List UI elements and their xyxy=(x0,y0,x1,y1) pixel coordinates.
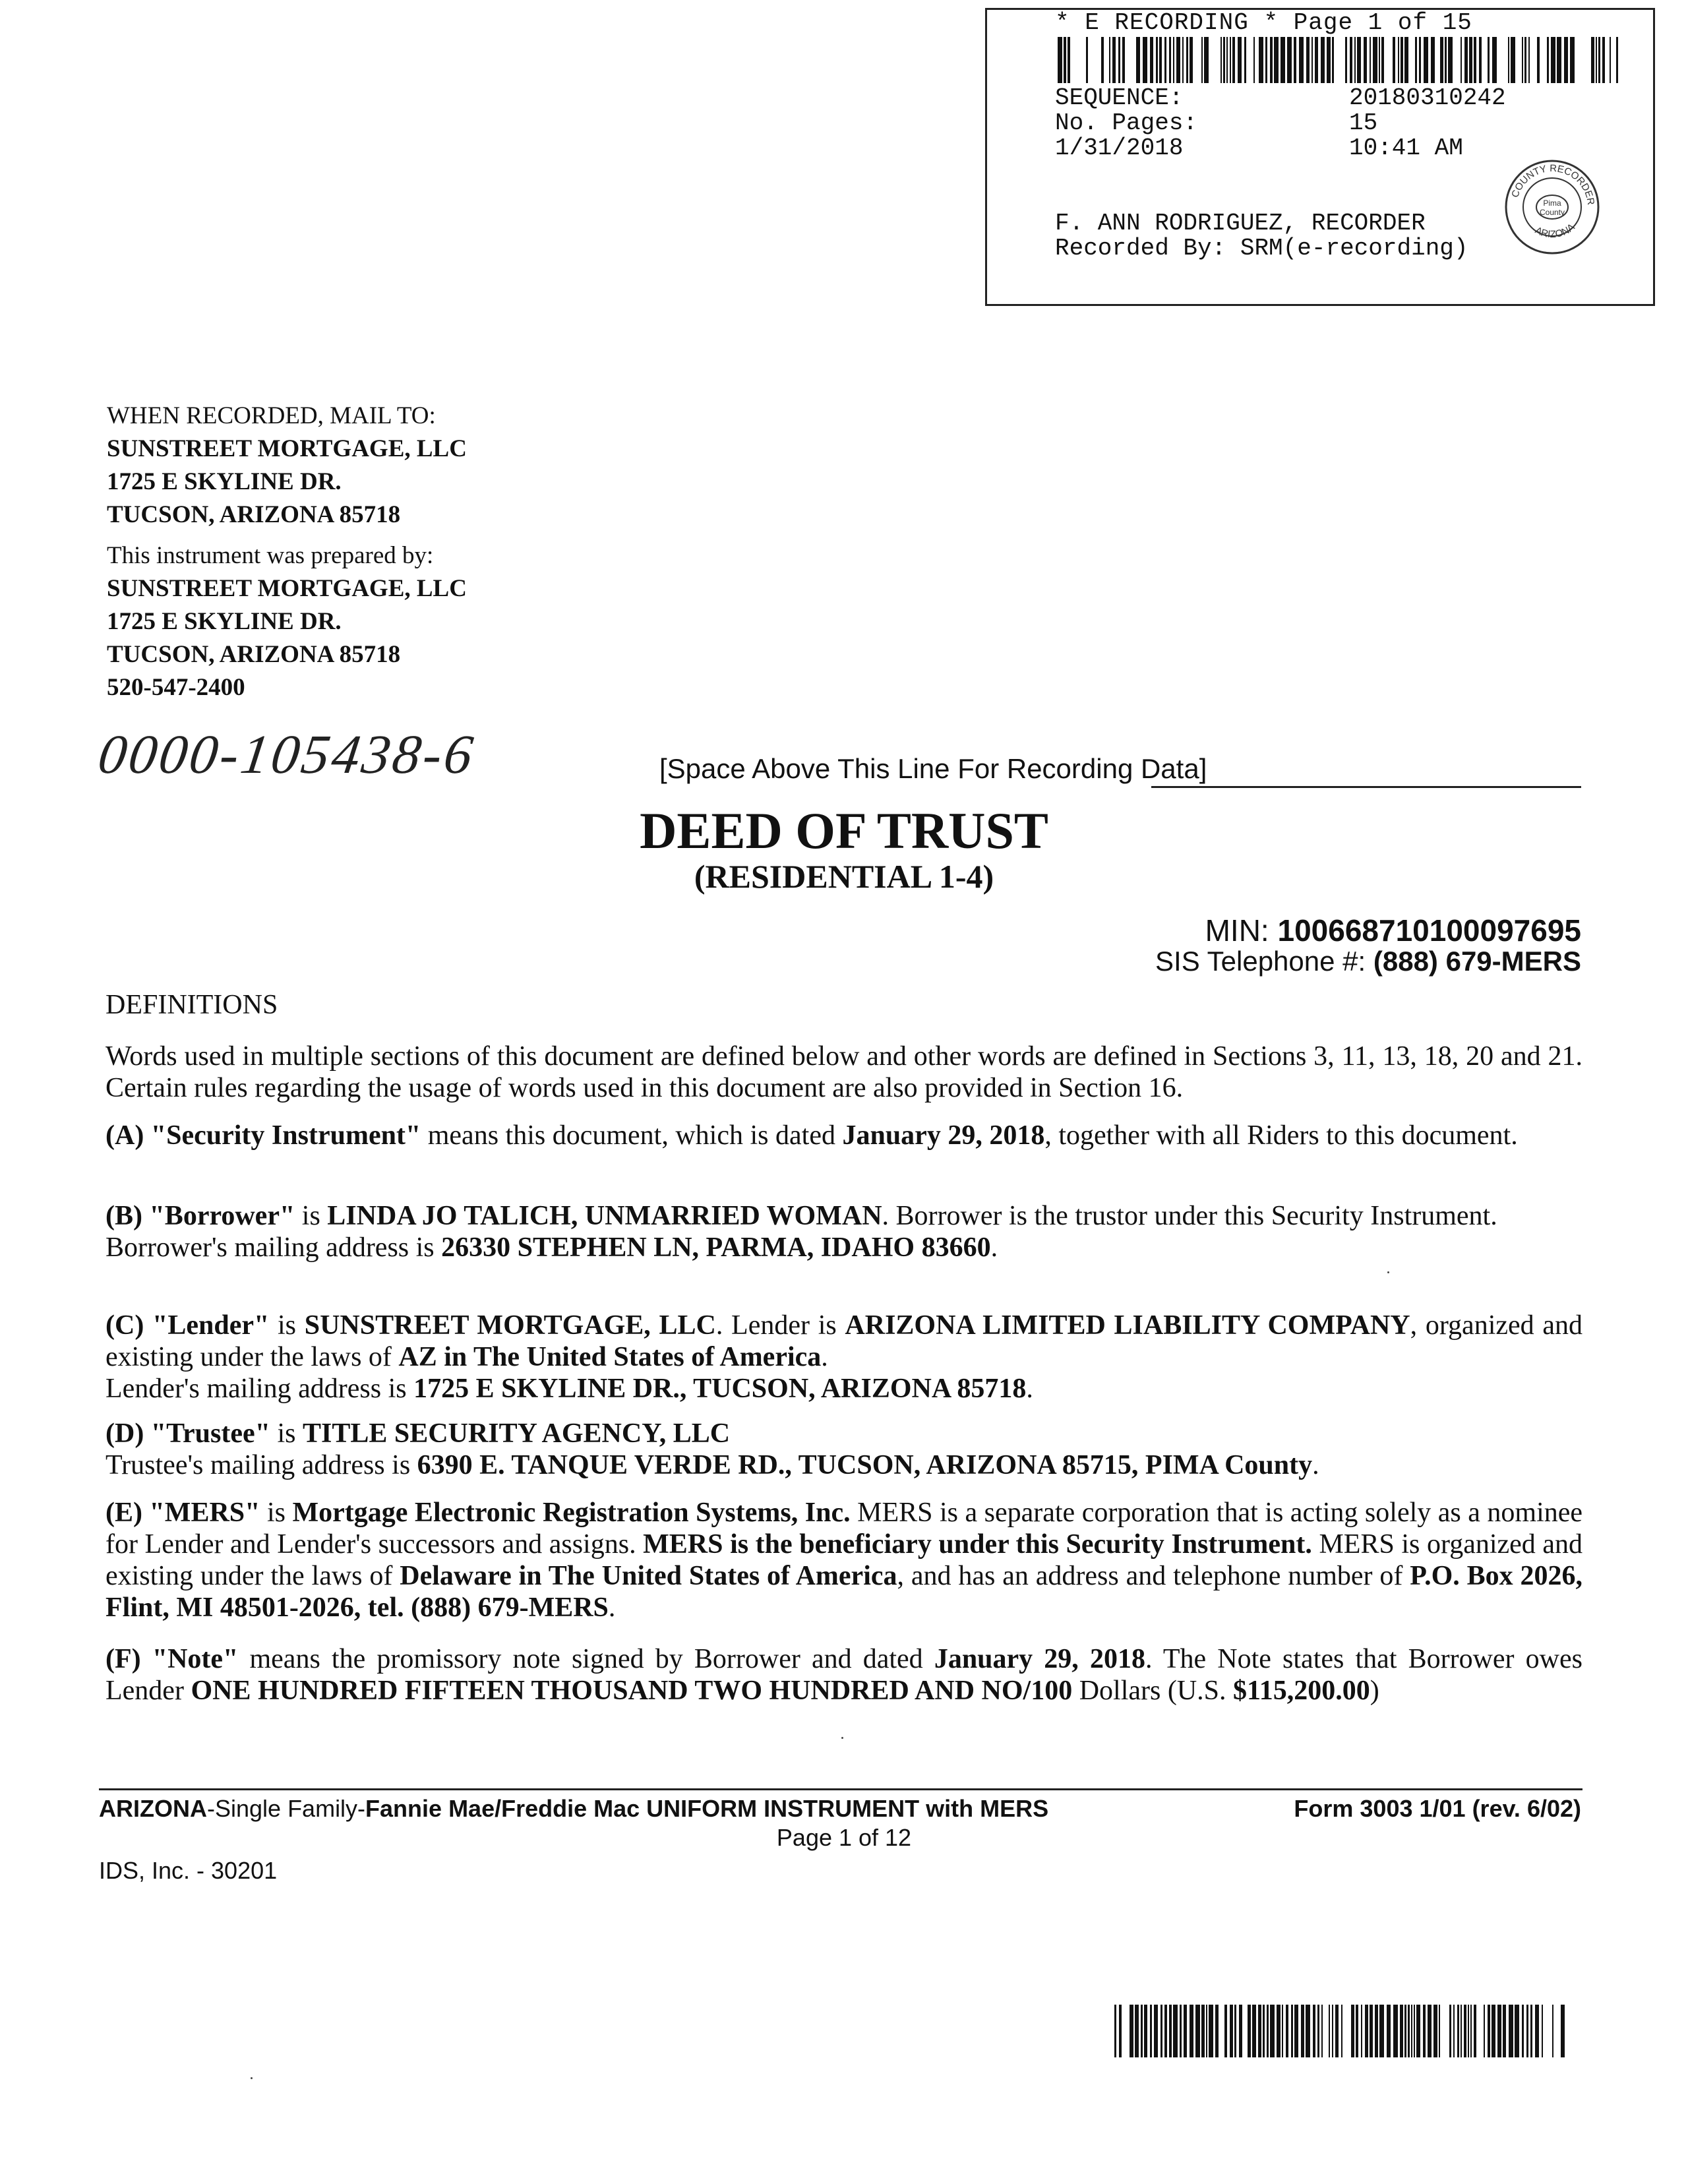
lender-entity: ARIZONA LIMITED LIABILITY COMPANY xyxy=(845,1310,1410,1341)
document-title: DEED OF TRUST xyxy=(640,802,1048,859)
definition-label: (A) "Security Instrument" xyxy=(106,1120,421,1151)
document-barcode xyxy=(1101,2005,1576,2057)
prepared-by-block xyxy=(107,539,467,704)
sequence-label: SEQUENCE: xyxy=(1055,84,1184,111)
recording-time: 10:41 AM xyxy=(1349,135,1463,162)
trustee-address: 6390 E. TANQUE VERDE RD., TUCSON, ARIZONA 85715, PIMA County xyxy=(417,1450,1313,1480)
svg-text:County: County xyxy=(1539,208,1565,217)
footer-text: -Single Family- xyxy=(207,1795,366,1822)
instrument-date: January 29, 2018 xyxy=(842,1120,1045,1151)
footer-page-number: Page 1 of 12 xyxy=(776,1824,912,1851)
pages-value: 15 xyxy=(1349,109,1378,136)
definition-label: (B) "Borrower" xyxy=(106,1201,295,1231)
document-subtitle: (RESIDENTIAL 1-4) xyxy=(694,858,994,895)
definition-text: , and has an address and telephone number of xyxy=(897,1561,1410,1591)
definition-text: Trustee's mailing address is xyxy=(106,1450,417,1480)
definition-text: is xyxy=(260,1498,293,1528)
recorded-by: Recorded By: SRM(e-recording) xyxy=(1055,235,1468,262)
svg-text:COUNTY RECORDER: COUNTY RECORDER xyxy=(1509,162,1597,206)
definition-text: is xyxy=(269,1310,305,1341)
note-amount: $115,200.00 xyxy=(1233,1676,1370,1706)
mail-to-heading: WHEN RECORDED, MAIL TO: xyxy=(107,402,436,429)
scan-speck xyxy=(251,2077,253,2079)
definition-text: ) xyxy=(1370,1676,1379,1706)
definition-label: (F) "Note" xyxy=(106,1644,239,1674)
borrower-address: 26330 STEPHEN LN, PARMA, IDAHO 83660 xyxy=(441,1232,991,1263)
definition-text: MERS is organized and existing under the laws of xyxy=(106,1529,1583,1591)
definition-text: . Borrower is the trustor under this Security Instrument. xyxy=(882,1201,1497,1231)
definition-label: (D) "Trustee" xyxy=(106,1418,270,1449)
scan-speck xyxy=(841,1737,843,1739)
mers-contact: P.O. Box 2026, Flint, MI 48501-2026, tel. (888) 679-MERS xyxy=(106,1561,1583,1623)
mers-jurisdiction: Delaware in The United States of America xyxy=(400,1561,897,1591)
definition-trustee xyxy=(106,1418,1582,1481)
prepared-by-line: SUNSTREET MORTGAGE, LLC xyxy=(107,575,467,602)
definition-text: means the promissory note signed by Borrower and dated xyxy=(238,1644,934,1674)
sis-label: SIS Telephone #: xyxy=(1155,946,1366,977)
definition-text: . xyxy=(990,1232,998,1263)
scan-speck xyxy=(1387,1271,1389,1273)
definition-text: , organized and existing under the laws of xyxy=(106,1310,1582,1372)
recording-data-line: [Space Above This Line For Recording Data] xyxy=(659,753,1207,784)
sequence-value: 20180310242 xyxy=(1349,84,1506,111)
definition-text: , together with all Riders to this document. xyxy=(1044,1120,1518,1151)
prepared-by-line: 1725 E SKYLINE DR. xyxy=(107,608,342,635)
mail-to-line: 1725 E SKYLINE DR. xyxy=(107,468,342,495)
mail-to-line: SUNSTREET MORTGAGE, LLC xyxy=(107,435,467,462)
svg-text:ARIZONA: ARIZONA xyxy=(1533,221,1577,241)
recording-data-rule xyxy=(1151,786,1581,788)
borrower-name: LINDA JO TALICH, UNMARRIED WOMAN xyxy=(327,1201,882,1231)
mers-name: Mortgage Electronic Registration Systems, Inc. xyxy=(292,1498,851,1528)
note-amount-words: ONE HUNDRED FIFTEEN THOUSAND TWO HUNDRED AND NO/100 xyxy=(191,1676,1073,1706)
sis-telephone xyxy=(1155,946,1581,977)
min-value: 100668710100097695 xyxy=(1277,913,1581,948)
lender-jurisdiction: AZ in The United States of America xyxy=(398,1342,822,1372)
pages-label: No. Pages: xyxy=(1055,109,1198,136)
footer-form-title: Fannie Mae/Freddie Mac UNIFORM INSTRUMENT with MERS xyxy=(365,1795,1049,1822)
definition-text: is xyxy=(295,1201,328,1231)
mail-to-line: TUCSON, ARIZONA 85718 xyxy=(107,501,401,528)
definition-text: Borrower's mailing address is xyxy=(106,1232,442,1263)
definition-text: is xyxy=(270,1418,303,1449)
definition-text: Lender's mailing address is xyxy=(106,1374,414,1404)
definition-text: means this document, which is dated xyxy=(421,1120,843,1151)
footer-state: ARIZONA xyxy=(99,1795,207,1822)
definition-text: . xyxy=(821,1342,828,1372)
definition-text: . Lender is xyxy=(715,1310,845,1341)
handwritten-file-number: 0000-105438-6 xyxy=(94,724,479,785)
definition-note xyxy=(106,1643,1582,1707)
mers-beneficiary-statement: MERS is the beneficiary under this Security Instrument. xyxy=(643,1529,1312,1560)
recording-header: * E RECORDING * Page 1 of 15 xyxy=(1055,9,1472,36)
recorder-name: F. ANN RODRIGUEZ, RECORDER xyxy=(1055,210,1426,237)
footer-form-description xyxy=(99,1795,1048,1823)
definition-text: . xyxy=(608,1592,616,1623)
trustee-name: TITLE SECURITY AGENCY, LLC xyxy=(302,1418,731,1449)
definitions-heading: DEFINITIONS xyxy=(106,990,278,1020)
recording-date: 1/31/2018 xyxy=(1055,135,1184,162)
recording-barcode xyxy=(1058,37,1618,83)
lender-address: 1725 E SKYLINE DR., TUCSON, ARIZONA 85718 xyxy=(413,1374,1027,1404)
lender-name: SUNSTREET MORTGAGE, LLC xyxy=(304,1310,716,1341)
svg-text:Pima: Pima xyxy=(1543,198,1561,208)
definition-text: MERS is a separate corporation that is acting solely as a nominee for Lender and Lender's successors and assigns. xyxy=(106,1498,1583,1560)
definition-mers xyxy=(106,1497,1582,1623)
prepared-by-heading: This instrument was prepared by: xyxy=(107,542,434,569)
footer-vendor: IDS, Inc. - 30201 xyxy=(99,1857,278,1884)
definition-security-instrument xyxy=(106,1120,1582,1151)
sis-value: (888) 679-MERS xyxy=(1373,946,1581,977)
min-label: MIN: xyxy=(1205,913,1269,948)
definition-text: . xyxy=(1026,1374,1033,1404)
note-date: January 29, 2018 xyxy=(934,1644,1145,1674)
definition-lender xyxy=(106,1310,1582,1405)
footer-form-number: Form 3003 1/01 (rev. 6/02) xyxy=(1294,1795,1581,1822)
prepared-by-line: TUCSON, ARIZONA 85718 xyxy=(107,641,401,668)
prepared-by-line: 520-547-2400 xyxy=(107,674,245,701)
definitions-intro: Words used in multiple sections of this document are defined below and other words are defined in Sections 3, 11, 13, 18, 20 and 21. Certain rules regarding the usage of words used in this document are also provided in Section 16. xyxy=(106,1041,1582,1103)
definition-borrower xyxy=(106,1200,1582,1263)
definition-label: (C) "Lender" xyxy=(106,1310,270,1341)
definition-text: Dollars (U.S. xyxy=(1072,1676,1234,1706)
definition-text: . The Note states that Borrower owes Lender xyxy=(106,1644,1582,1706)
definition-text: . xyxy=(1312,1450,1319,1480)
mail-to-block xyxy=(107,400,467,531)
min-number xyxy=(1205,913,1581,948)
county-seal-icon xyxy=(1503,158,1601,256)
definition-label: (E) "MERS" xyxy=(106,1498,260,1528)
footer-rule xyxy=(99,1788,1582,1790)
